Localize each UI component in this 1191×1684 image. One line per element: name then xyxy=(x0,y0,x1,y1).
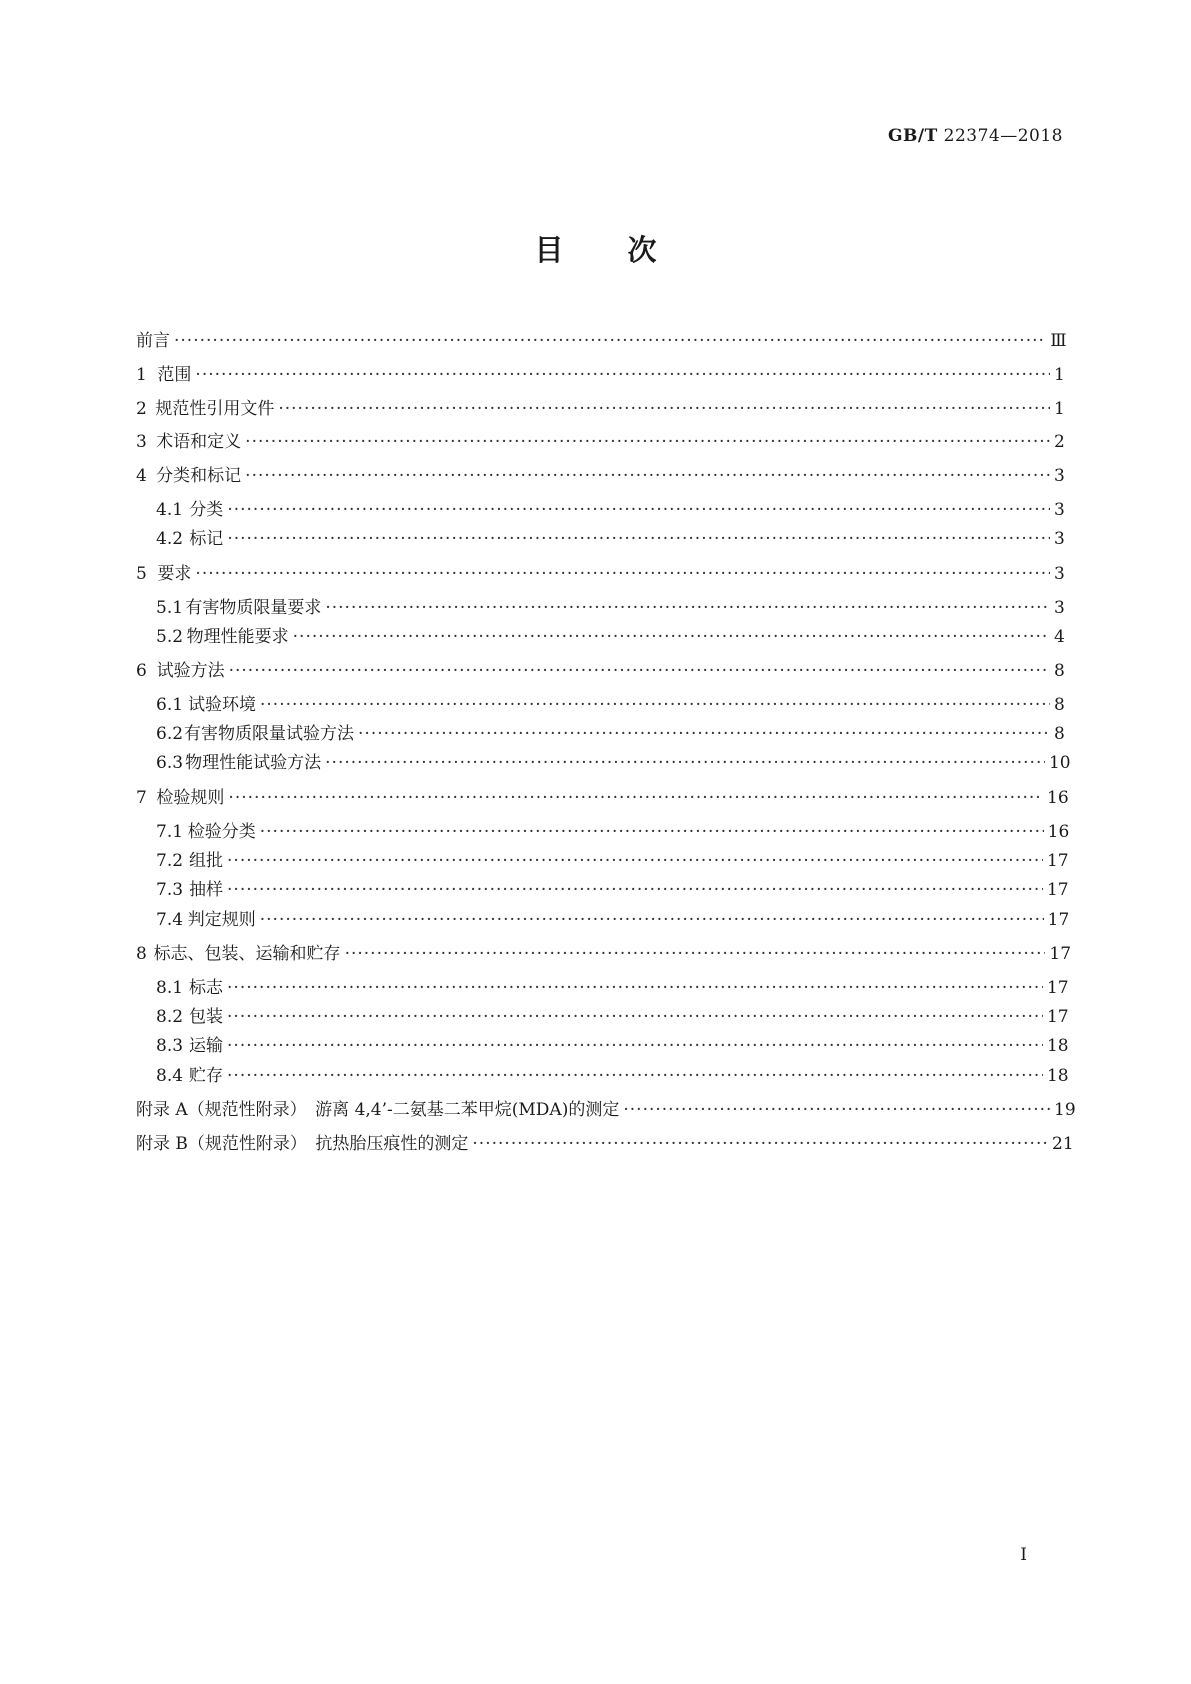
toc-entry-page: 3 xyxy=(1054,466,1065,486)
toc-entry-label: 组批 xyxy=(189,851,224,871)
toc-entry[interactable] xyxy=(136,875,1069,900)
toc-entry[interactable] xyxy=(136,559,1064,584)
toc-entry-page: 17 xyxy=(1047,910,1070,930)
toc-entry-number: 6 xyxy=(136,661,147,681)
toc-entry-label: 试验方法 xyxy=(156,661,225,681)
toc-entry-number: 4.2 xyxy=(156,529,184,549)
toc-entry-page: 17 xyxy=(1046,978,1069,998)
toc-entry-page: 8 xyxy=(1054,695,1065,715)
dot-leader xyxy=(228,788,1043,808)
toc-entry-number: 4.1 xyxy=(156,500,184,520)
toc-entry[interactable] xyxy=(136,622,1064,647)
toc-entry[interactable] xyxy=(136,719,1064,744)
dot-leader xyxy=(245,432,1050,452)
toc-entry[interactable] xyxy=(136,1095,1076,1120)
toc-entry[interactable] xyxy=(136,1129,1074,1154)
dot-leader xyxy=(345,944,1046,964)
toc-entry-label: 物理性能要求 xyxy=(186,627,289,647)
toc-entry-number: 8 xyxy=(136,944,147,964)
dot-leader xyxy=(278,399,1050,419)
toc-entry[interactable] xyxy=(136,973,1069,998)
toc-entry-label: 贮存 xyxy=(189,1066,224,1086)
dot-leader xyxy=(227,851,1043,871)
toc-entry-label: 范围 xyxy=(157,365,192,385)
title-char-1: 目 xyxy=(534,233,564,267)
dot-leader xyxy=(325,598,1050,618)
page-number: I xyxy=(1020,1545,1027,1565)
dot-leader xyxy=(623,1100,1050,1120)
dot-leader xyxy=(245,466,1050,486)
toc-entry[interactable] xyxy=(136,939,1072,964)
dot-leader xyxy=(472,1134,1048,1154)
toc-entry[interactable] xyxy=(136,1002,1069,1027)
toc-entry-label: 包装 xyxy=(189,1007,224,1027)
toc-entry-page: 4 xyxy=(1054,627,1065,647)
dot-leader xyxy=(195,564,1050,584)
toc-entry-number: 8.2 xyxy=(156,1007,184,1027)
toc-entry-page: 8 xyxy=(1054,724,1065,744)
toc-entry[interactable] xyxy=(136,817,1070,842)
toc-entry-page: 3 xyxy=(1054,500,1065,520)
toc-entry[interactable] xyxy=(136,690,1064,715)
toc-entry-label: 分类和标记 xyxy=(156,466,242,486)
toc-entry-label: 判定规则 xyxy=(187,910,256,930)
toc-entry-number: 6.1 xyxy=(156,695,184,715)
toc-entry[interactable] xyxy=(136,593,1064,618)
toc-entry-label: 前言 xyxy=(136,331,170,351)
toc-entry-number: 8.4 xyxy=(156,1066,184,1086)
toc-entry[interactable] xyxy=(136,905,1070,930)
dot-leader xyxy=(227,1066,1043,1086)
standard-code xyxy=(888,126,1063,146)
dot-leader xyxy=(227,880,1043,900)
toc-entry-number: 2 xyxy=(136,399,147,419)
page-title xyxy=(0,228,1191,269)
dot-leader xyxy=(227,1007,1043,1027)
toc-entry-page: 1 xyxy=(1054,399,1065,419)
standard-number: 22374—2018 xyxy=(943,126,1063,146)
toc-entry-number: 7 xyxy=(136,788,147,808)
toc-entry-label: 规范性引用文件 xyxy=(155,399,275,419)
dot-leader xyxy=(260,822,1044,842)
toc-entry-page: 3 xyxy=(1054,564,1065,584)
toc-entry-page: 3 xyxy=(1054,529,1065,549)
toc-entry-label: 分类 xyxy=(189,500,224,520)
toc-entry-number: 8.1 xyxy=(156,978,184,998)
title-char-2: 次 xyxy=(627,233,657,267)
dot-leader xyxy=(174,331,1046,351)
toc-entry-label: 检验规则 xyxy=(156,788,225,808)
toc-entry-label: 检验分类 xyxy=(187,822,256,842)
toc-entry[interactable] xyxy=(136,783,1069,808)
toc-entry-page: 10 xyxy=(1048,753,1071,773)
toc-entry-page: 19 xyxy=(1054,1100,1076,1120)
toc-entry-page: 17 xyxy=(1046,851,1069,871)
standard-prefix: GB/T xyxy=(888,126,938,146)
toc-entry-page: Ⅲ xyxy=(1050,331,1067,351)
toc-entry-label: 试验环境 xyxy=(187,695,256,715)
toc-entry-number: 1 xyxy=(136,365,147,385)
toc-entry-page: 17 xyxy=(1046,1007,1069,1027)
dot-leader xyxy=(260,695,1050,715)
toc-entry-page: 16 xyxy=(1047,788,1069,808)
toc-entry-label: 要求 xyxy=(157,564,192,584)
toc-entry-label: 物理性能试验方法 xyxy=(185,753,322,773)
toc-entry-number: 4 xyxy=(136,466,147,486)
toc-entry-label: 抽样 xyxy=(189,880,224,900)
toc-entry-page: 3 xyxy=(1054,598,1065,618)
toc-entry-label: 运输 xyxy=(189,1036,224,1056)
toc-entry-page: 17 xyxy=(1049,944,1072,964)
dot-leader xyxy=(227,978,1043,998)
toc-entry-page: 8 xyxy=(1054,661,1065,681)
toc-entry-number: 7.4 xyxy=(156,910,184,930)
toc-entry-page: 2 xyxy=(1054,432,1065,452)
toc-entry-number: 5.2 xyxy=(156,627,184,647)
dot-leader xyxy=(227,1036,1043,1056)
dot-leader xyxy=(260,910,1044,930)
toc-entry-number: 8.3 xyxy=(156,1036,184,1056)
toc-entry[interactable] xyxy=(136,1061,1069,1086)
toc-entry-page: 21 xyxy=(1052,1134,1074,1154)
toc-entry-number: 5 xyxy=(136,564,147,584)
toc-entry[interactable] xyxy=(136,326,1067,351)
dot-leader xyxy=(229,661,1050,681)
toc-entry-page: 17 xyxy=(1046,880,1069,900)
toc-entry-label: 标记 xyxy=(189,529,224,549)
toc-entry[interactable] xyxy=(136,656,1064,681)
toc-entry-page: 18 xyxy=(1046,1066,1069,1086)
toc-entry-page: 18 xyxy=(1046,1036,1069,1056)
toc-entry[interactable] xyxy=(136,524,1064,549)
dot-leader xyxy=(227,500,1050,520)
toc-entry[interactable] xyxy=(136,1031,1069,1056)
dot-leader xyxy=(227,529,1050,549)
toc-entry-label: 有害物质限量试验方法 xyxy=(184,724,355,744)
toc-entry-number: 5.1 xyxy=(156,598,184,618)
toc-entry[interactable] xyxy=(136,394,1064,419)
dot-leader xyxy=(325,753,1045,773)
toc-entry-number: 7.3 xyxy=(156,880,184,900)
toc-entry-label: 标志、包装、运输和贮存 xyxy=(153,944,341,964)
toc-entry-number: 6.2 xyxy=(156,724,184,744)
dot-leader xyxy=(293,627,1050,647)
toc-entry-page: 1 xyxy=(1054,365,1065,385)
dot-leader xyxy=(358,724,1050,744)
toc-entry-number: 7.1 xyxy=(156,822,184,842)
toc-entry-label: 标志 xyxy=(189,978,224,998)
toc-entry-page: 16 xyxy=(1047,822,1070,842)
toc-entry[interactable] xyxy=(136,427,1064,452)
toc-entry-number: 7.2 xyxy=(156,851,184,871)
dot-leader xyxy=(195,365,1050,385)
toc-entry-number: 6.3 xyxy=(156,753,184,773)
toc-entry[interactable] xyxy=(136,461,1064,486)
toc-entry[interactable] xyxy=(136,495,1064,520)
toc-entry[interactable] xyxy=(136,846,1069,871)
toc-entry-label: 附录 A（规范性附录） 游离 4,4’-二氨基二苯甲烷(MDA)的测定 xyxy=(136,1100,620,1120)
toc-entry-label: 术语和定义 xyxy=(156,432,242,452)
toc-entry-number: 3 xyxy=(136,432,147,452)
toc-entry[interactable] xyxy=(136,360,1064,385)
toc-entry-label: 附录 B（规范性附录） 抗热胎压痕性的测定 xyxy=(136,1134,469,1154)
toc-entry-label: 有害物质限量要求 xyxy=(185,598,322,618)
toc-entry[interactable] xyxy=(136,748,1071,773)
